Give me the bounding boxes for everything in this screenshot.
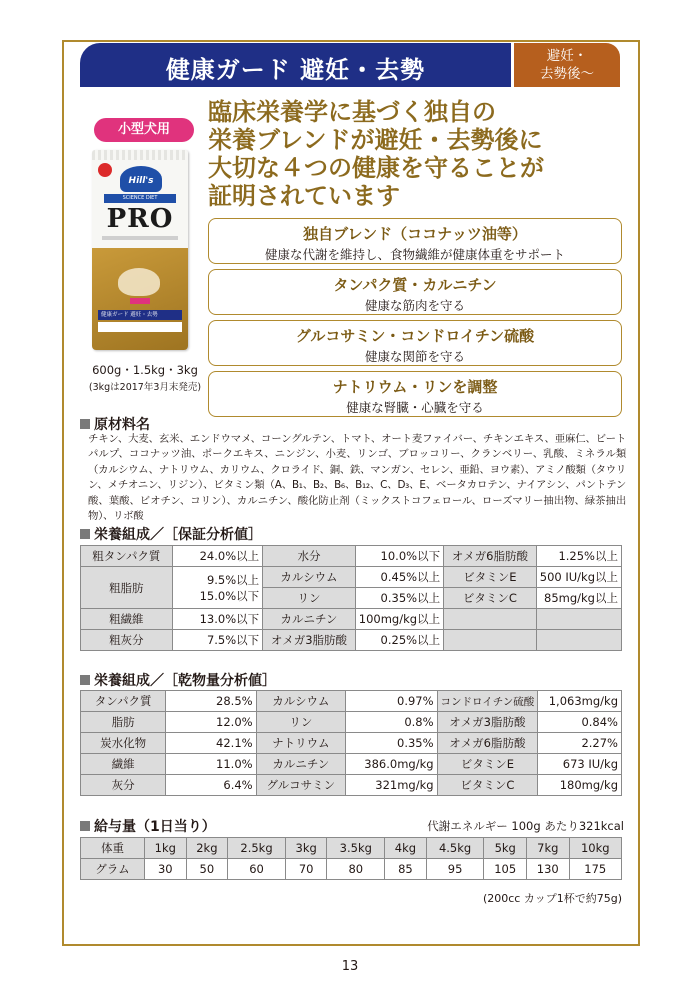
table-row xyxy=(81,712,622,733)
table-cell: 30 xyxy=(145,859,187,880)
target-tag-line1: 避妊・ xyxy=(546,48,588,64)
cell-line: 15.0%以下 xyxy=(199,588,260,603)
product-bag-image xyxy=(92,150,188,350)
table-cell: 0.35% xyxy=(346,733,437,754)
table-cell: 1kg xyxy=(145,838,187,859)
table-cell: 1,063mg/kg xyxy=(538,691,622,712)
table-row xyxy=(81,567,622,588)
benefit-desc: 健康な腎臓・心臓を守る xyxy=(346,400,484,415)
table-cell: 11.0% xyxy=(166,754,256,775)
dry-matter-table xyxy=(80,690,622,796)
ingredients-heading xyxy=(80,414,150,434)
dry-matter-heading xyxy=(80,670,276,690)
table-cell: 28.5% xyxy=(166,691,256,712)
target-tag xyxy=(514,43,620,87)
table-cell: 0.8% xyxy=(346,712,437,733)
table-cell: 0.45%以上 xyxy=(355,567,443,588)
benefit-box xyxy=(208,371,622,417)
table-cell: 6.4% xyxy=(166,775,256,796)
table-cell-empty xyxy=(444,609,537,630)
table-row xyxy=(81,838,622,859)
table-cell: 0.25%以上 xyxy=(355,630,443,651)
table-cell: ビタミンE xyxy=(437,754,538,775)
table-cell: 13.0%以下 xyxy=(172,609,263,630)
benefit-title: タンパク質・カルニチン xyxy=(333,276,497,294)
table-row xyxy=(81,691,622,712)
table-cell: 粗繊維 xyxy=(81,609,173,630)
table-cell: 2kg xyxy=(186,838,228,859)
ingredients-heading-text: 原材料名 xyxy=(94,417,150,433)
table-cell: 粗タンパク質 xyxy=(81,546,173,567)
ingredients-text: チキン、大麦、玄米、エンドウマメ、コーングルテン、トマト、オート麦ファイバー、チキンエキス、亜麻仁、ビートパルプ、ココナッツ油、ポークエキス、ニンジン、小麦、リンゴ、ブロッコリー、クランベリー、乳酸、ミネラル類（カルシウム、ナトリウム、カリウム、クロライド、銅、鉄、マンガン、セレン、亜鉛、ヨウ素）、アミノ酸類（タウリン、メチオニン、リジン）、ビタミン類（A、B₁、B₂、B₆、B₁₂、C、D₃、E、ベータカロテン、ナイアシン、パントテン酸、葉酸、ビオチン、コリン）、カルニチン、酸化防止剤（ミックストコフェロール、ローズマリー抽出物、緑茶抽出物）、リボ酸 xyxy=(88,433,626,523)
table-cell: カルシウム xyxy=(263,567,356,588)
hills-logo: Hill's xyxy=(120,166,162,192)
table-cell: 60 xyxy=(228,859,286,880)
dog-icon xyxy=(118,268,160,296)
table-cell: ナトリウム xyxy=(256,733,346,754)
table-cell: 3.5kg xyxy=(327,838,385,859)
table-cell: 105 xyxy=(484,859,527,880)
table-cell: 321mg/kg xyxy=(346,775,437,796)
calorie-note: 代謝エネルギー 100g あたり321kcal xyxy=(427,819,624,833)
bag-small-tag xyxy=(130,298,150,304)
table-cell: 10kg xyxy=(569,838,621,859)
table-cell: 体重 xyxy=(81,838,145,859)
table-cell: 500 IU/kg以上 xyxy=(536,567,621,588)
table-cell: 0.97% xyxy=(346,691,437,712)
page-number: 13 xyxy=(341,959,359,974)
table-cell: オメガ6脂肪酸 xyxy=(437,733,538,754)
table-cell: 水分 xyxy=(263,546,356,567)
table-cell: 175 xyxy=(569,859,621,880)
guaranteed-table xyxy=(80,545,622,651)
feeding-heading xyxy=(80,816,216,836)
cup-note: (200cc カップ1杯で約75g) xyxy=(482,892,622,905)
table-cell: 灰分 xyxy=(81,775,166,796)
table-cell: オメガ3脂肪酸 xyxy=(437,712,538,733)
table-cell: カルニチン xyxy=(256,754,346,775)
table-cell: コンドロイチン硫酸 xyxy=(437,691,538,712)
catch-line: 臨床栄養学に基づく独自の xyxy=(208,98,496,126)
feeding-table xyxy=(80,837,622,880)
table-cell: 85 xyxy=(385,859,427,880)
table-cell: 70 xyxy=(285,859,327,880)
square-bullet-icon xyxy=(80,821,90,831)
small-dog-badge: 小型犬用 xyxy=(94,118,194,142)
table-cell: 繊維 xyxy=(81,754,166,775)
catch-line: 栄養ブレンドが避妊・去勢後に xyxy=(208,126,543,154)
feeding-heading-text: 給与量（1日当り） xyxy=(94,819,216,835)
catch-line: 証明されています xyxy=(208,182,400,210)
benefit-title: ナトリウム・リンを調整 xyxy=(332,378,498,396)
bag-seal xyxy=(92,150,188,160)
table-cell: リン xyxy=(256,712,346,733)
table-cell: 4.5kg xyxy=(426,838,484,859)
table-cell: 24.0%以上 xyxy=(172,546,263,567)
page-title: 健康ガード 避妊・去勢 xyxy=(165,56,426,84)
guaranteed-heading xyxy=(80,524,262,544)
benefit-title: 独自ブレンド（ココナッツ油等） xyxy=(303,225,527,243)
table-row xyxy=(81,630,622,651)
square-bullet-icon xyxy=(80,419,90,429)
table-cell: 80 xyxy=(327,859,385,880)
table-cell: 95 xyxy=(426,859,484,880)
table-cell: 7.5%以下 xyxy=(172,630,263,651)
table-cell: カルニチン xyxy=(263,609,356,630)
table-cell: 42.1% xyxy=(166,733,256,754)
table-cell: ビタミンC xyxy=(437,775,538,796)
cell-line: 9.5%以上 xyxy=(206,572,260,587)
benefit-desc: 健康な筋肉を守る xyxy=(364,298,465,313)
table-cell: タンパク質 xyxy=(81,691,166,712)
bag-brand-band: SCIENCE DIET xyxy=(104,194,176,203)
table-cell: 12.0% xyxy=(166,712,256,733)
bag-white-strip xyxy=(98,322,182,332)
benefit-box xyxy=(208,269,622,315)
benefit-desc: 健康な関節を守る xyxy=(364,349,465,364)
table-row xyxy=(81,754,622,775)
table-cell: 0.35%以上 xyxy=(355,588,443,609)
table-cell: 7kg xyxy=(526,838,569,859)
table-cell: 0.84% xyxy=(538,712,622,733)
table-cell: 2.27% xyxy=(538,733,622,754)
target-tag-line2: 去勢後～ xyxy=(540,66,594,82)
square-bullet-icon xyxy=(80,675,90,685)
table-cell: 炭水化物 xyxy=(81,733,166,754)
table-cell: グルコサミン xyxy=(256,775,346,796)
bag-subtitle-line xyxy=(102,236,178,240)
table-cell: 100mg/kg以上 xyxy=(355,609,443,630)
table-cell-empty xyxy=(444,630,537,651)
table-cell: ビタミンC xyxy=(444,588,537,609)
guaranteed-heading-text: 栄養組成／［保証分析値］ xyxy=(94,527,262,543)
dry-matter-heading-text: 栄養組成／［乾物量分析値］ xyxy=(94,673,276,689)
header-bar xyxy=(80,43,511,87)
table-cell: 4kg xyxy=(385,838,427,859)
benefit-desc: 健康な代謝を維持し、食物繊維が健康体重をサポート xyxy=(264,247,565,262)
catch-line: 大切な４つの健康を守ることが xyxy=(208,154,544,182)
table-cell xyxy=(172,567,263,609)
table-cell: 粗脂肪 xyxy=(81,567,173,609)
square-bullet-icon xyxy=(80,529,90,539)
table-cell: 1.25%以上 xyxy=(536,546,621,567)
table-cell: 50 xyxy=(186,859,228,880)
table-row xyxy=(81,546,622,567)
table-cell: オメガ3脂肪酸 xyxy=(263,630,356,651)
table-cell: グラム xyxy=(81,859,145,880)
table-row xyxy=(81,609,622,630)
bag-product-label: 健康ガード 避妊・去勢 xyxy=(98,310,182,320)
table-cell: ビタミンE xyxy=(444,567,537,588)
table-cell: 130 xyxy=(526,859,569,880)
table-cell: 5kg xyxy=(484,838,527,859)
table-row xyxy=(81,775,622,796)
table-cell: 脂肪 xyxy=(81,712,166,733)
table-cell: 10.0%以下 xyxy=(355,546,443,567)
table-cell: カルシウム xyxy=(256,691,346,712)
table-cell-empty xyxy=(536,609,621,630)
table-cell: 180mg/kg xyxy=(538,775,622,796)
table-cell: 386.0mg/kg xyxy=(346,754,437,775)
table-cell: オメガ6脂肪酸 xyxy=(444,546,537,567)
benefit-title: グルコサミン・コンドロイチン硫酸 xyxy=(295,327,535,345)
benefit-box xyxy=(208,218,622,264)
table-cell: 673 IU/kg xyxy=(538,754,622,775)
table-cell: 2.5kg xyxy=(228,838,286,859)
table-row xyxy=(81,733,622,754)
package-sizes-note: (3kgは2017年3月末発売) xyxy=(88,382,202,393)
package-sizes: 600g・1.5kg・3kg xyxy=(92,363,198,377)
table-cell: 85mg/kg以上 xyxy=(536,588,621,609)
bag-pro-text: PRO xyxy=(106,204,174,234)
table-cell-empty xyxy=(536,630,621,651)
bag-badge-icon xyxy=(98,163,112,177)
table-cell: 粗灰分 xyxy=(81,630,173,651)
table-cell: リン xyxy=(263,588,356,609)
benefit-box xyxy=(208,320,622,366)
catch-copy xyxy=(208,98,628,210)
table-row xyxy=(81,859,622,880)
table-cell: 3kg xyxy=(285,838,327,859)
